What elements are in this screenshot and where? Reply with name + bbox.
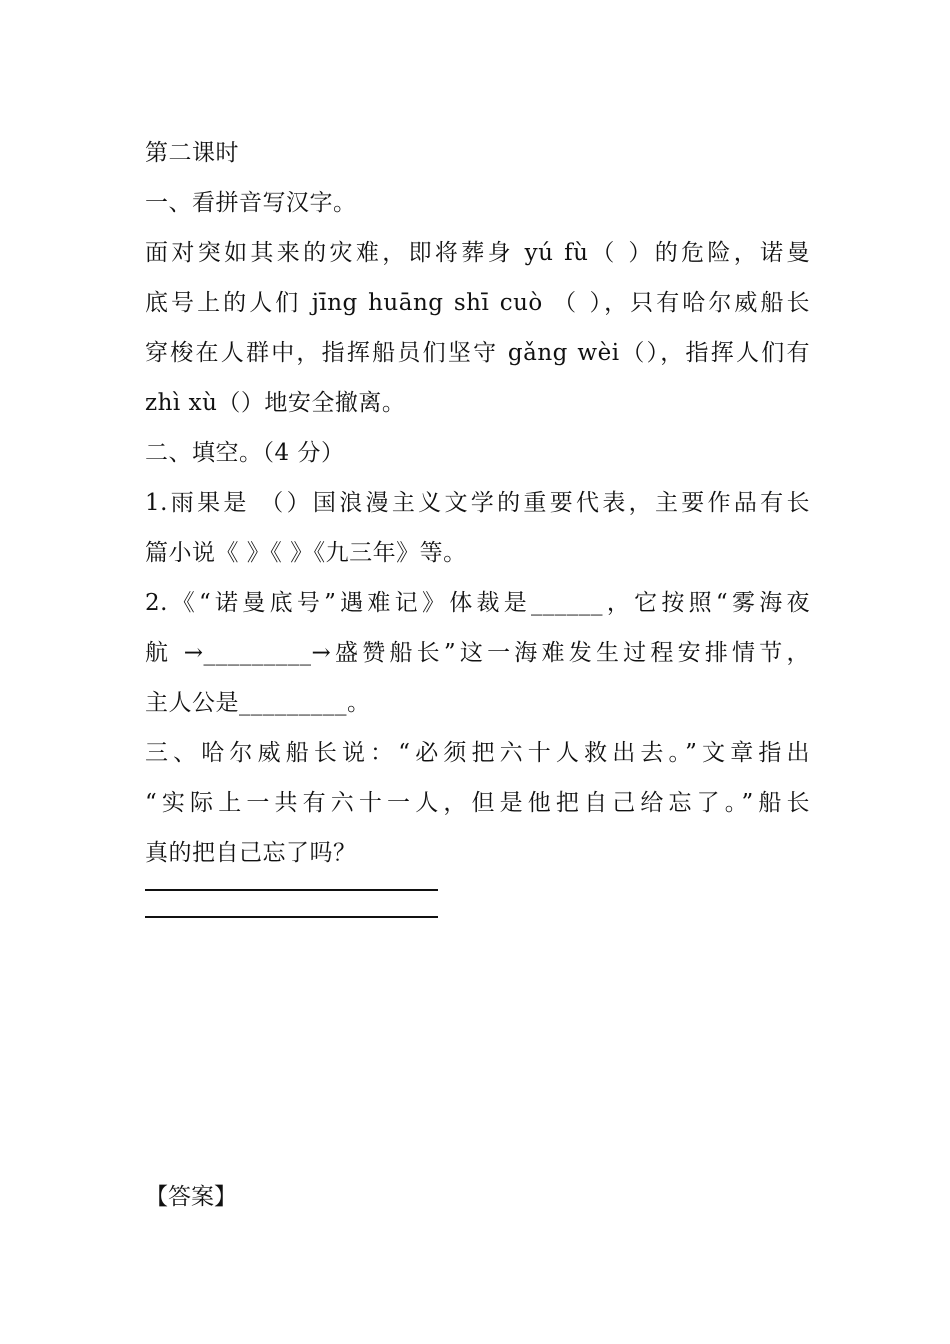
section2-heading: 二、填空。（4 分） [145,440,345,466]
answer-heading: 【答案】 [145,1184,237,1210]
section1-line-3: 穿梭在人群中，指挥船员们坚守 gǎng wèi（），指挥人们有 [145,340,810,366]
section2-line-5: 主人公是_________。 [145,690,371,716]
section1-line-4: zhì xù（）地安全撤离。 [145,390,406,416]
lesson-title: 第二课时 [145,140,239,166]
section3-line-3: 真的把自己忘了吗？ [145,840,357,866]
section1-heading: 一、看拼音写汉字。 [145,190,357,216]
answer-line-1 [145,889,438,891]
answer-line-2 [145,916,438,918]
section2-line-3: 2.《“诺曼底号”遇难记》体裁是______，它按照“雾海夜 [145,590,810,616]
section2-line-2: 篇小说《 》《 》《九三年》等。 [145,540,467,566]
section1-line-2: 底号上的人们 jīng huāng shī cuò （ ），只有哈尔威船长 [145,290,810,316]
section3-line-1: 三、哈尔威船长说：“必须把六十人救出去。”文章指出 [145,740,810,766]
section1-line-1: 面对突如其来的灾难，即将葬身 yú fù（ ）的危险，诺曼 [145,240,810,266]
worksheet-content [145,128,810,878]
section2-line-4: 航 →_________→盛赞船长”这一海难发生过程安排情节， [145,640,810,666]
answer-writing-lines [145,889,438,943]
section2-line-1: 1.雨果是 （）国浪漫主义文学的重要代表，主要作品有长 [145,490,810,516]
section3-line-2: “实际上一共有六十一人，但是他把自己给忘了。”船长 [145,790,810,816]
